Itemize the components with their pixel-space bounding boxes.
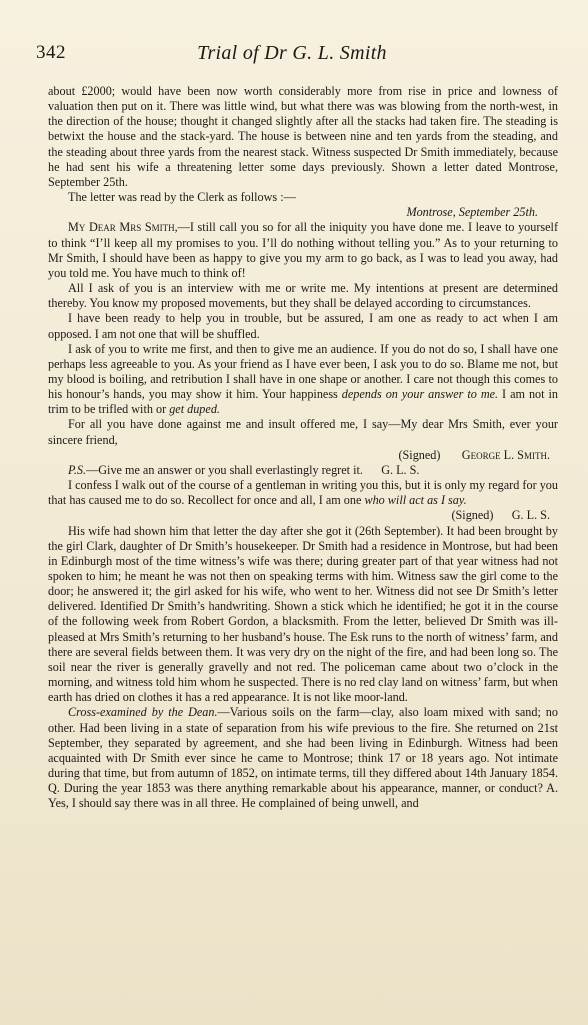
paragraph: [48, 705, 558, 811]
ps-initials: G. L. S.: [381, 462, 420, 477]
paragraph: The letter was read by the Clerk as follows :—: [68, 190, 296, 205]
ps-label: P.S.: [68, 462, 87, 477]
letter-opening: [48, 220, 558, 281]
italic-run: depends on your answer to me.: [341, 387, 499, 402]
text-run: I am not in trim to be trifled with or: [48, 387, 558, 417]
italic-run: get duped.: [169, 402, 220, 417]
ps-text: —Give me an answer or you shall everlastingly regret it.: [86, 462, 363, 477]
italic-run: who will act as I say.: [364, 493, 467, 508]
letter-dateline: Montrose, September 25th.: [406, 205, 538, 220]
cross-exam-heading: Cross-examined by the Dean.: [68, 705, 218, 720]
letter-opening-text: —I still call you so for all the iniquity you have done me. I leave to yourself to think “I’ll keep all my promises to you. I’ll do nothing without telling you.” As to your returning to Mr Smith, I should have been as happy to give you my arm to go back, as I was to lead you away, had you told me. You have much to think of!: [48, 220, 558, 280]
signature-name: George L. Smith.: [461, 447, 550, 462]
signed-label: (Signed): [398, 447, 441, 462]
paragraph: [48, 342, 558, 418]
signature-initials: G. L. S.: [511, 508, 550, 523]
running-title: Trial of Dr G. L. Smith: [197, 42, 387, 64]
body-text: [48, 84, 558, 812]
postscript: [48, 463, 558, 478]
letter-salutation: My Dear Mrs Smith,: [68, 220, 178, 235]
signed-label: (Signed): [451, 508, 494, 523]
paragraph: All I ask of you is an interview with me or write me. My intentions at present are determined thereby. You know my proposed movements, but they shall be delayed according to circumstances.: [48, 281, 558, 311]
running-head: [36, 42, 548, 68]
paragraph: For all you have done against me and insult offered me, I say—My dear Mrs Smith, ever your sincere friend,: [48, 417, 558, 447]
page-number: 342: [36, 42, 66, 63]
text-run: I ask of you to write me first, and then to give me an audience. If you do not do so, I shall have one perhaps less agreeable to you. As your friend as I have ever been, I ask you to do so. Blame me not, but my blood is boiling, and retribution I shall have in one shape or another. I care not though this comes to his honour’s hands, you may show it him. Your happiness: [48, 341, 558, 402]
signature-line: [48, 448, 558, 463]
text-run: I confess I walk out of the course of a gentleman in writing you this, but it is only my regard for you that has caused me to do so. Recollect for once and all, I am one: [48, 478, 558, 508]
signature-line: [48, 508, 558, 523]
paragraph: about £2000; would have been now worth considerably more from rise in price and lowness of valuation then put on it. There was little wind, but what there was was blowing from the north-west, in the direction of the house; thought it changed slightly after all the stacks had taken fire. The steading is betwixt the house and the stack-yard. The house is between nine and ten yards from the steading, and the steading about three yards from the nearest stack. Witness suspected Dr Smith immediately, because he had sent his wife a threatening letter some days previously. Shown a letter dated Montrose, September 25th.: [48, 84, 558, 189]
text-run: —Various soils on the farm—clay, also loam mixed with sand; no other. Had been living in a state of separation from his wife previous to the fire. She returned on 21st September, they separated by agreement, and she had been living in Edinburgh. Witness had been acquainted with Dr Smith ever since he came to Montrose; think 17 or 18 years ago. Not intimate during that time, but from autumn of 1852, on intimate terms, till they differed about 14th January 1854. Q. During the year 1853 was there anything remarkable about his appearance, manner, or conduct? A. Yes, I should say there was in all three. He complained of being unwell, and: [48, 705, 558, 811]
paragraph: His wife had shown him that letter the day after she got it (26th September). It had been brought by the girl Clark, daughter of Dr Smith’s housekeeper. Dr Smith had a residence in Montrose, but had been in Edinburgh most of the time witness’s wife was there; during greater part of that year witness had not spoken to him; he meant he was not then on speaking terms with him. Witness saw the girl come to the door; he answered it; the girl asked for his wife, who went to her. Witness did not see Dr Smith’s letter delivered. Identified Dr Smith’s handwriting. Shown a stick which he identified; he got it in the course of the following week from Robert Gordon, a blacksmith. From the letter, believed Dr Smith was ill-pleased at Mrs Smith’s returning to her husband’s house. The Esk runs to the north of witness’ farm, and there are several fields between them. It was very dry on the night of the fire, and had been long so. The soil near the river is generally gravelly and not red. The policeman came about two o’clock in the morning, and witness told him whom he suspected. There is no red clay land on witness’ farm, but when earth has dried on clothes it has a red appearance. It is not like moor-land.: [48, 523, 558, 705]
paragraph: I have been ready to help you in trouble, but be assured, I am one as ready to act when I am opposed. I am not one that will be shuffled.: [48, 311, 558, 341]
paragraph: [48, 478, 558, 508]
